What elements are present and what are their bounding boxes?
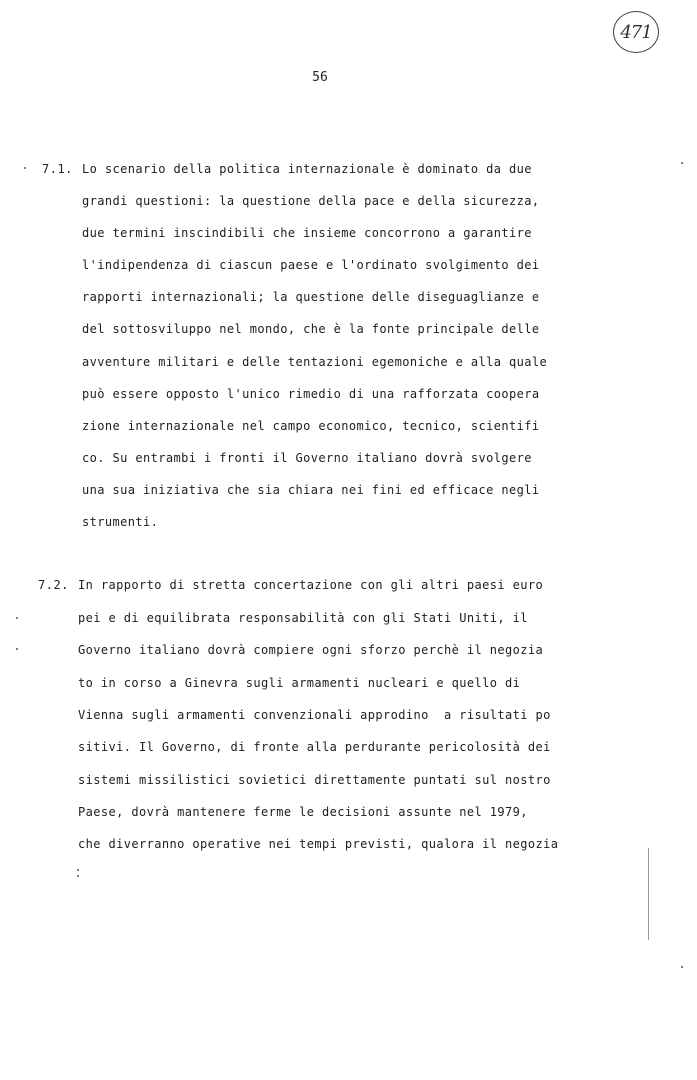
page-number: 56: [312, 70, 328, 85]
scan-speck: [77, 869, 79, 871]
paragraph-line: In rapporto di stretta concertazione con gli altri paesi euro: [78, 578, 544, 592]
paragraph-line: del sottosviluppo nel mondo, che è la fonte principale delle: [82, 322, 540, 336]
paragraph-line: co. Su entrambi i fronti il Governo italiano dovrà svolgere: [82, 451, 532, 465]
paragraph-line: Vienna sugli armamenti convenzionali approdino a risultati po: [78, 708, 551, 722]
paragraph-line: to in corso a Ginevra sugli armamenti nucleari e quello di: [78, 676, 521, 690]
paragraph-line: una sua iniziativa che sia chiara nei fini ed efficace negli: [82, 483, 540, 497]
paragraph-line: zione internazionale nel campo economico, tecnico, scientifi: [82, 419, 540, 433]
scan-speck: [681, 966, 683, 968]
paragraph-line: sistemi missilistici sovietici direttamente puntati sul nostro: [78, 773, 551, 787]
scan-edge-line: [648, 848, 649, 940]
paragraph-line: pei e di equilibrata responsabilità con gli Stati Uniti, il: [78, 611, 528, 625]
scan-speck: [16, 617, 18, 619]
paragraph-line: può essere opposto l'unico rimedio di una rafforzata coopera: [82, 387, 540, 401]
section-number: 7.2.: [38, 578, 69, 592]
paragraph-line: Governo italiano dovrà compiere ogni sforzo perchè il negozia: [78, 643, 544, 657]
archive-stamp: 471: [613, 11, 659, 53]
scan-speck: [77, 875, 79, 877]
scan-speck: [681, 162, 683, 164]
paragraph-line: strumenti.: [82, 515, 159, 529]
paragraph-line: che diverranno operative nei tempi previsti, qualora il negozia: [78, 837, 559, 851]
paragraph-line: due termini inscindibili che insieme concorrono a garantire: [82, 226, 532, 240]
paragraph-line: grandi questioni: la questione della pace e della sicurezza,: [82, 194, 540, 208]
paragraph-line: sitivi. Il Governo, di fronte alla perdurante pericolosità dei: [78, 740, 551, 754]
section-number: 7.1.: [42, 162, 73, 176]
paragraph-line: rapporti internazionali; la questione delle diseguaglianze e: [82, 290, 540, 304]
paragraph-line: l'indipendenza di ciascun paese e l'ordinato svolgimento dei: [82, 258, 540, 272]
paragraph-line: Lo scenario della politica internazionale è dominato da due: [82, 162, 532, 176]
paragraph-line: avventure militari e delle tentazioni egemoniche e alla quale: [82, 355, 548, 369]
paragraph-line: Paese, dovrà mantenere ferme le decisioni assunte nel 1979,: [78, 805, 528, 819]
scan-speck: [16, 648, 18, 650]
scan-speck: [24, 167, 26, 169]
